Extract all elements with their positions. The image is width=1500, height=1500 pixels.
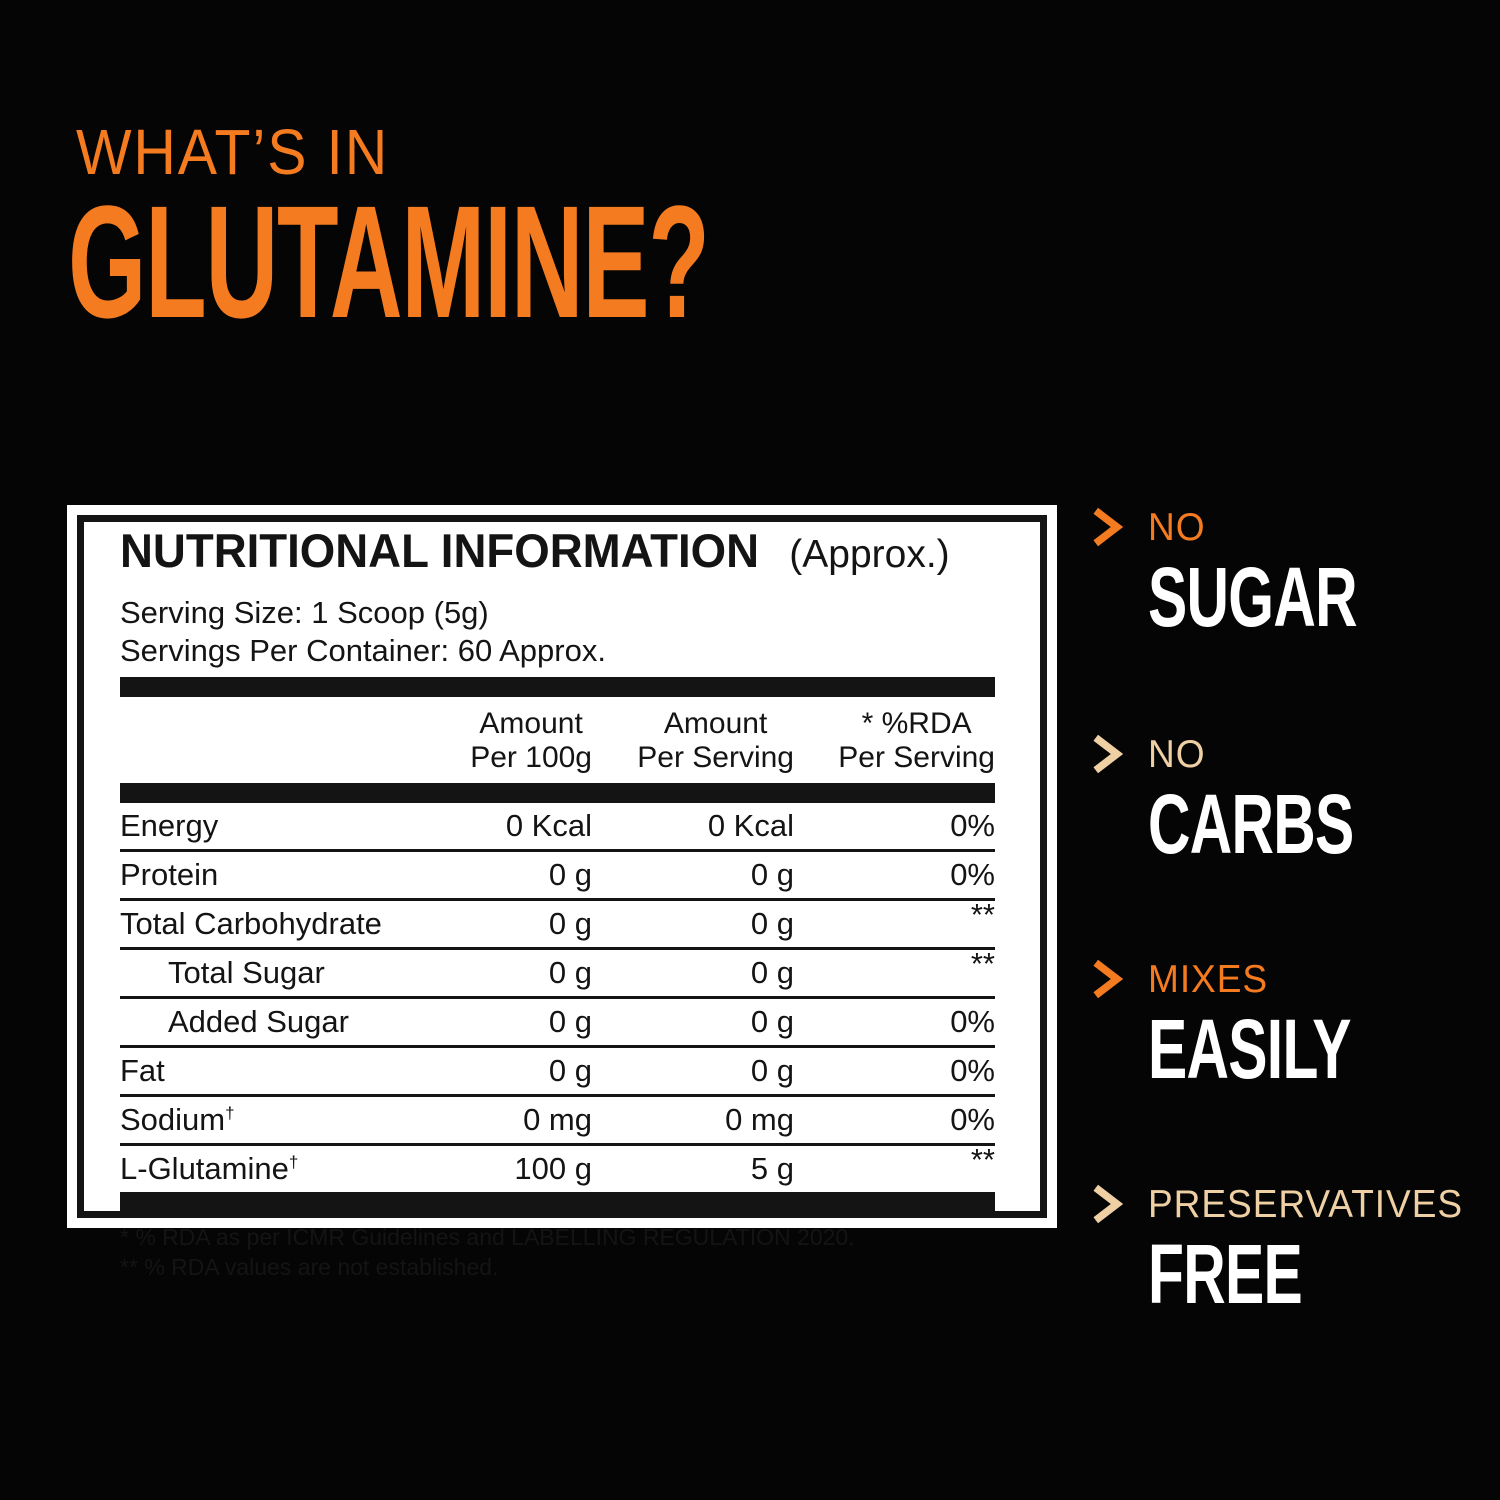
value-per-100g: 0 g: [440, 949, 592, 998]
callout-small-label: NO: [1148, 505, 1206, 549]
page-title: GLUTAMINE?: [68, 172, 709, 351]
value-per-serving: 0 g: [592, 998, 794, 1047]
footnotes: [120, 1222, 995, 1282]
footnote-rda: * % RDA as per ICMR Guidelines and LABELLING REGULATION 2020.: [120, 1224, 855, 1250]
value-per-serving: 0 g: [592, 949, 794, 998]
header-spacer: [120, 697, 440, 783]
nutrient-row-energy: [120, 803, 995, 851]
callout-small-label: MIXES: [1148, 957, 1269, 1001]
callout-small-label: NO: [1148, 732, 1206, 776]
header-kicker: WHAT’S IN: [76, 116, 390, 188]
callout-small-label: PRESERVATIVES: [1148, 1182, 1464, 1226]
callout-big-label: CARBS: [1148, 777, 1354, 871]
nutrition-panel: [67, 505, 1057, 1280]
callout-big-label: FREE: [1148, 1227, 1303, 1321]
chevron-right-icon: [1090, 1184, 1124, 1224]
nutrient-row-protein: [120, 851, 995, 900]
table-header-row: [120, 697, 995, 783]
nutrient-row-sodium: [120, 1096, 995, 1145]
value-per-100g: 0 g: [440, 900, 592, 949]
nutrient-label: L-Glutamine†: [120, 1145, 440, 1193]
value-rda: 0%: [950, 808, 995, 843]
nutrient-label: Protein: [120, 851, 440, 900]
value-rda: **: [794, 900, 995, 949]
nutrition-table: [120, 697, 995, 1212]
value-rda: 0%: [794, 851, 995, 900]
nutrient-label: Total Sugar: [120, 949, 440, 998]
nutrition-panel-content: [120, 526, 995, 1282]
footnote-not-established: ** % RDA values are not established.: [120, 1254, 499, 1280]
divider-bar-bottom: [120, 1192, 995, 1212]
value-per-100g: 0 Kcal: [505, 808, 592, 843]
nutrition-title: NUTRITIONAL INFORMATION: [120, 524, 760, 577]
col-header-per-100g: Amount Per 100g: [470, 707, 592, 774]
nutrient-row-total-carbohydrate: [120, 900, 995, 949]
value-rda: **: [794, 1145, 995, 1193]
divider-bar-header: [120, 783, 995, 803]
callout-easily: [1090, 957, 1490, 1096]
value-per-serving: 0 g: [592, 900, 794, 949]
value-per-100g: 0 g: [440, 851, 592, 900]
chevron-right-icon: [1090, 507, 1124, 547]
nutrition-heading: [120, 526, 995, 588]
nutrition-approx: (Approx.): [789, 533, 950, 576]
callout-sugar: [1090, 505, 1490, 644]
value-rda: 0%: [794, 1047, 995, 1096]
col-header-per-serving: Amount Per Serving: [637, 707, 794, 774]
callout-big-label: SUGAR: [1148, 550, 1357, 644]
nutrient-label: Sodium†: [120, 1096, 440, 1145]
value-rda: 0%: [794, 1096, 995, 1145]
nutrient-label: Added Sugar: [120, 998, 440, 1047]
value-per-serving: 0 Kcal: [707, 808, 794, 843]
nutrient-row-added-sugar: [120, 998, 995, 1047]
value-rda: 0%: [794, 998, 995, 1047]
nutrient-row-total-sugar: [120, 949, 995, 998]
value-per-serving: 5 g: [592, 1145, 794, 1193]
servings-per-container: Servings Per Container: 60 Approx.: [120, 633, 606, 668]
value-per-100g: 0 g: [440, 1047, 592, 1096]
nutrient-row-fat: [120, 1047, 995, 1096]
nutrient-label: Energy: [120, 808, 219, 843]
value-per-serving: 0 mg: [592, 1096, 794, 1145]
value-per-100g: 0 g: [440, 998, 592, 1047]
value-per-100g: 100 g: [440, 1145, 592, 1193]
value-per-serving: 0 g: [592, 851, 794, 900]
divider-bar-top: [120, 677, 995, 697]
value-per-100g: 0 mg: [440, 1096, 592, 1145]
nutrient-row-l-glutamine: [120, 1145, 995, 1193]
nutrient-label: Total Carbohydrate: [120, 900, 440, 949]
col-header-rda: * %RDA Per Serving: [838, 707, 995, 774]
callout-carbs: [1090, 732, 1490, 871]
callout-big-label: EASILY: [1148, 1002, 1351, 1096]
nutrient-label: Fat: [120, 1047, 440, 1096]
value-per-serving: 0 g: [592, 1047, 794, 1096]
chevron-right-icon: [1090, 959, 1124, 999]
value-rda: **: [794, 949, 995, 998]
chevron-right-icon: [1090, 734, 1124, 774]
callout-free: [1090, 1182, 1490, 1321]
serving-size: Serving Size: 1 Scoop (5g): [120, 595, 489, 630]
